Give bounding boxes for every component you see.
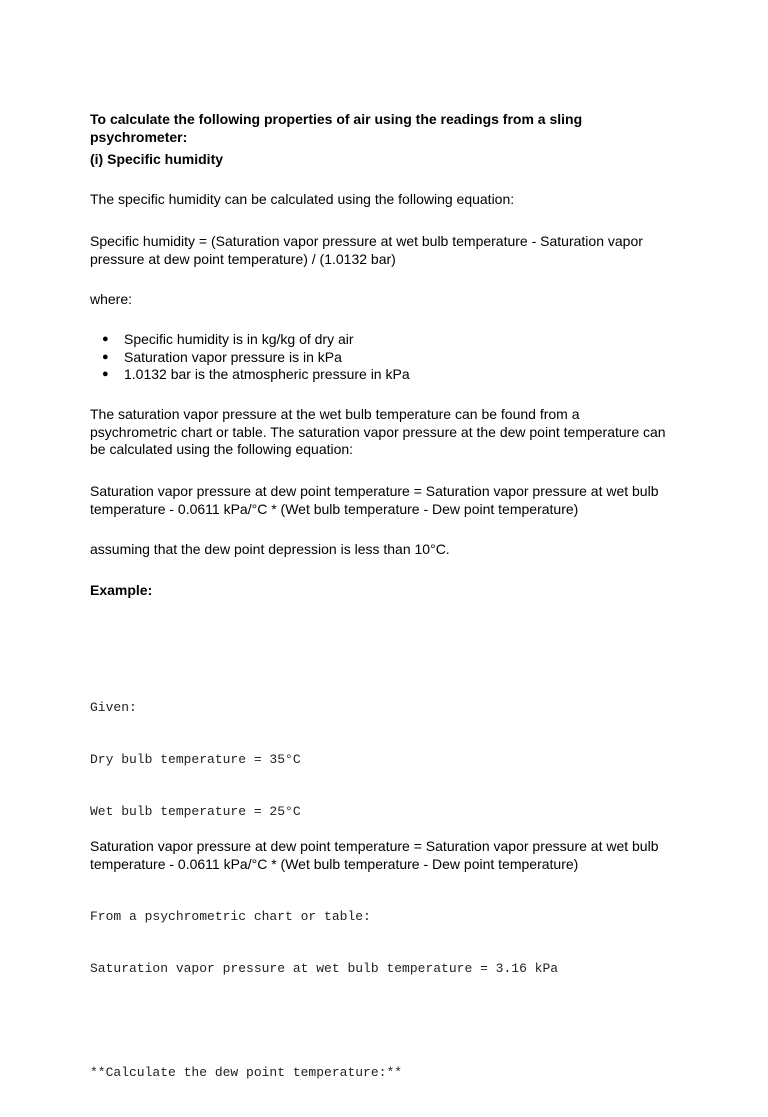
section-title: (i) Specific humidity bbox=[90, 151, 224, 167]
list-item-text: Specific humidity is in kg/kg of dry air bbox=[124, 331, 354, 347]
code-line: Dry bulb temperature = 35°C bbox=[90, 752, 301, 768]
list-item bbox=[90, 366, 670, 384]
units-list bbox=[90, 331, 670, 384]
code-line-blank bbox=[90, 1012, 690, 1029]
code-line: Wet bulb temperature = 25°C bbox=[90, 804, 301, 820]
where-label: where: bbox=[90, 291, 133, 307]
bullet-icon: ● bbox=[102, 368, 109, 380]
code-line: Given: bbox=[90, 699, 137, 715]
list-item bbox=[90, 349, 670, 367]
document-heading: To calculate the following properties of air using the readings from a sling psychrometer: bbox=[90, 111, 583, 145]
intro-paragraph: The specific humidity can be calculated using the following equation: bbox=[90, 191, 515, 207]
code-line: **Calculate the dew point temperature:** bbox=[90, 1065, 403, 1081]
example-code-block bbox=[90, 664, 690, 1117]
list-item-text: Saturation vapor pressure is in kPa bbox=[124, 348, 342, 365]
code-line: Saturation vapor pressure at wet bulb temperature = 3.16 kPa bbox=[90, 960, 559, 976]
saturation-pressure-paragraph: The saturation vapor pressure at the wet bulb temperature can be found from a psychrometric chart or table. The saturation vapor pressure at the dew point temperature can be calculated using the following equation: bbox=[90, 406, 666, 457]
dew-point-equation: Saturation vapor pressure at dew point temperature = Saturation vapor pressure at wet bulb temperature - 0.0611 kPa/°C * (Wet bulb temperature - Dew point temperature) bbox=[90, 483, 659, 517]
example-label: Example: bbox=[90, 582, 153, 598]
list-item-text: 1.0132 bar is the atmospheric pressure in kPa bbox=[124, 366, 410, 382]
list-item bbox=[90, 331, 670, 349]
specific-humidity-equation: Specific humidity = (Saturation vapor pressure at wet bulb temperature - Saturation vapor pressure at dew point temperature) / (1.0132 bar) bbox=[90, 233, 643, 267]
dew-point-equation-repeat: Saturation vapor pressure at dew point temperature = Saturation vapor pressure at wet bulb temperature - 0.0611 kPa/°C * (Wet bulb temperature - Dew point temperature) bbox=[90, 838, 659, 872]
code-line: From a psychrometric chart or table: bbox=[90, 908, 371, 924]
bullet-icon: ● bbox=[102, 333, 109, 345]
bullet-icon: ● bbox=[102, 350, 109, 363]
assumption-note: assuming that the dew point depression is less than 10°C. bbox=[90, 541, 450, 557]
